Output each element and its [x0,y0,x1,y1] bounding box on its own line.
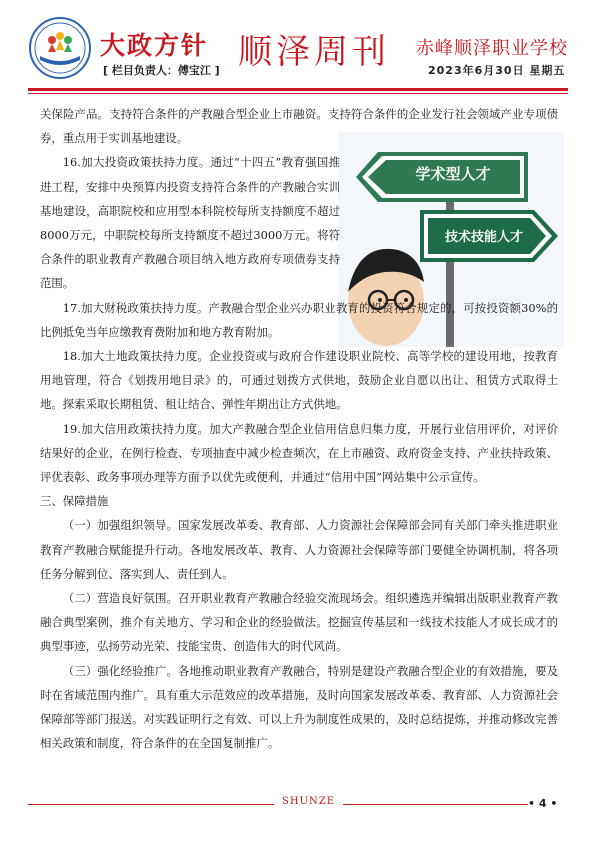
sign-text-top: 学术型人才 [415,165,491,183]
masthead [0,0,595,100]
paragraph-19-credit: 19.加大信用政策扶持力度。加大产教融合型企业信用信息归集力度，开展行业信用评价，对评价结果好的企业，在例行检查、专项抽查中减少检查频次，在上市融资、政府资金支持、产业扶持政策、评优表彰、政务事项办理等方面予以优先或便利，并通过“信用中国”网站集中公示宣传。 [40,421,558,485]
school-logo-icon [28,16,92,80]
article-body [40,102,558,755]
page-number: • 4 • [528,797,558,810]
measure-1-leadership: （一）加强组织领导。国家发展改革委、教育部、人力资源社会保障部会同有关部门牵头推进职业教育产教融合赋能提升行动。各地发展改革、教育、人力资源社会保障等部门要健全协调机制，将各项任务分解到位、落实到人、责任到人。 [40,518,558,581]
school-name: 赤峰顺泽职业学校 [416,38,568,59]
header-divider-thin [28,93,568,94]
header-divider [28,88,568,91]
sign-text-bottom: 技术技能人才 [444,230,523,245]
paragraph-continued: 关保险产品。支持符合条件的产教融合型企业上市融资。支持符合条件的企业发行社会领域产业专项债券，重点用于实训基地建设。 [40,107,558,146]
paper-name: 顺泽周刊 [238,32,390,72]
footer-brand: SHUNZE [274,796,343,807]
paragraph-17-tax: 17.加大财税政策扶持力度。产教融合型企业兴办职业教育的投资符合规定的，可按投资额30%的比例抵免当年应缴教育费附加和地方教育附加。 [40,300,558,339]
column-editor: [ 栏目负责人：傅宝江 ] [103,64,220,77]
column-title: 大政方针 [100,31,209,60]
measure-3-promotion: （三）强化经验推广。各地推动职业教育产教融合，特别是建设产教融合型企业的有效措施，要及时在省域范围内推广。具有重大示范效应的改革措施，及时向国家发展改革委、教育部、人力资源社会保障部等部门报送。对实践证明行之有效、可以上升为制度性成果的，及时总结提炼，并推动修改完善相关政策和制度，符合条件的在全国复制推广。 [40,663,558,751]
section-heading-safeguards: 三、保障措施 [40,494,109,509]
paragraph-18-land: 18.加大土地政策扶持力度。企业投资或与政府合作建设职业院校、高等学校的建设用地，按教育用地管理，符合《划拨用地目录》的，可通过划拨方式供地，鼓励企业自愿以出让、租赁方式取得土地。探索采取长期租赁、租让结合、弹性年期出让方式供地。 [40,349,558,412]
measure-2-atmosphere: （二）营造良好氛围。召开职业教育产教融合经验交流现场会。组织遴选并编辑出版职业教育产教融合典型案例，推介有关地方、学习和企业的经验做法。挖掘宣传基层和一线技术技能人才成长成才的典型事迹，弘扬劳动光荣、技能宝贵、创造伟大的时代风尚。 [40,591,558,654]
issue-date: 2023年6月30日 星期五 [428,64,566,77]
paragraph-16-investment: 16.加大投资政策扶持力度。通过“十四五”教育强国推进工程，安排中央预算内投资支持符合条件的产教融合实训基地建设，高职院校和应用型本科院校每所支持额度不超过8000万元，中职院校每所支持额度不超过3000万元。将符合条件的职业教育产教融合项目纳入地方政府专项债券支持范围。 [40,155,340,291]
